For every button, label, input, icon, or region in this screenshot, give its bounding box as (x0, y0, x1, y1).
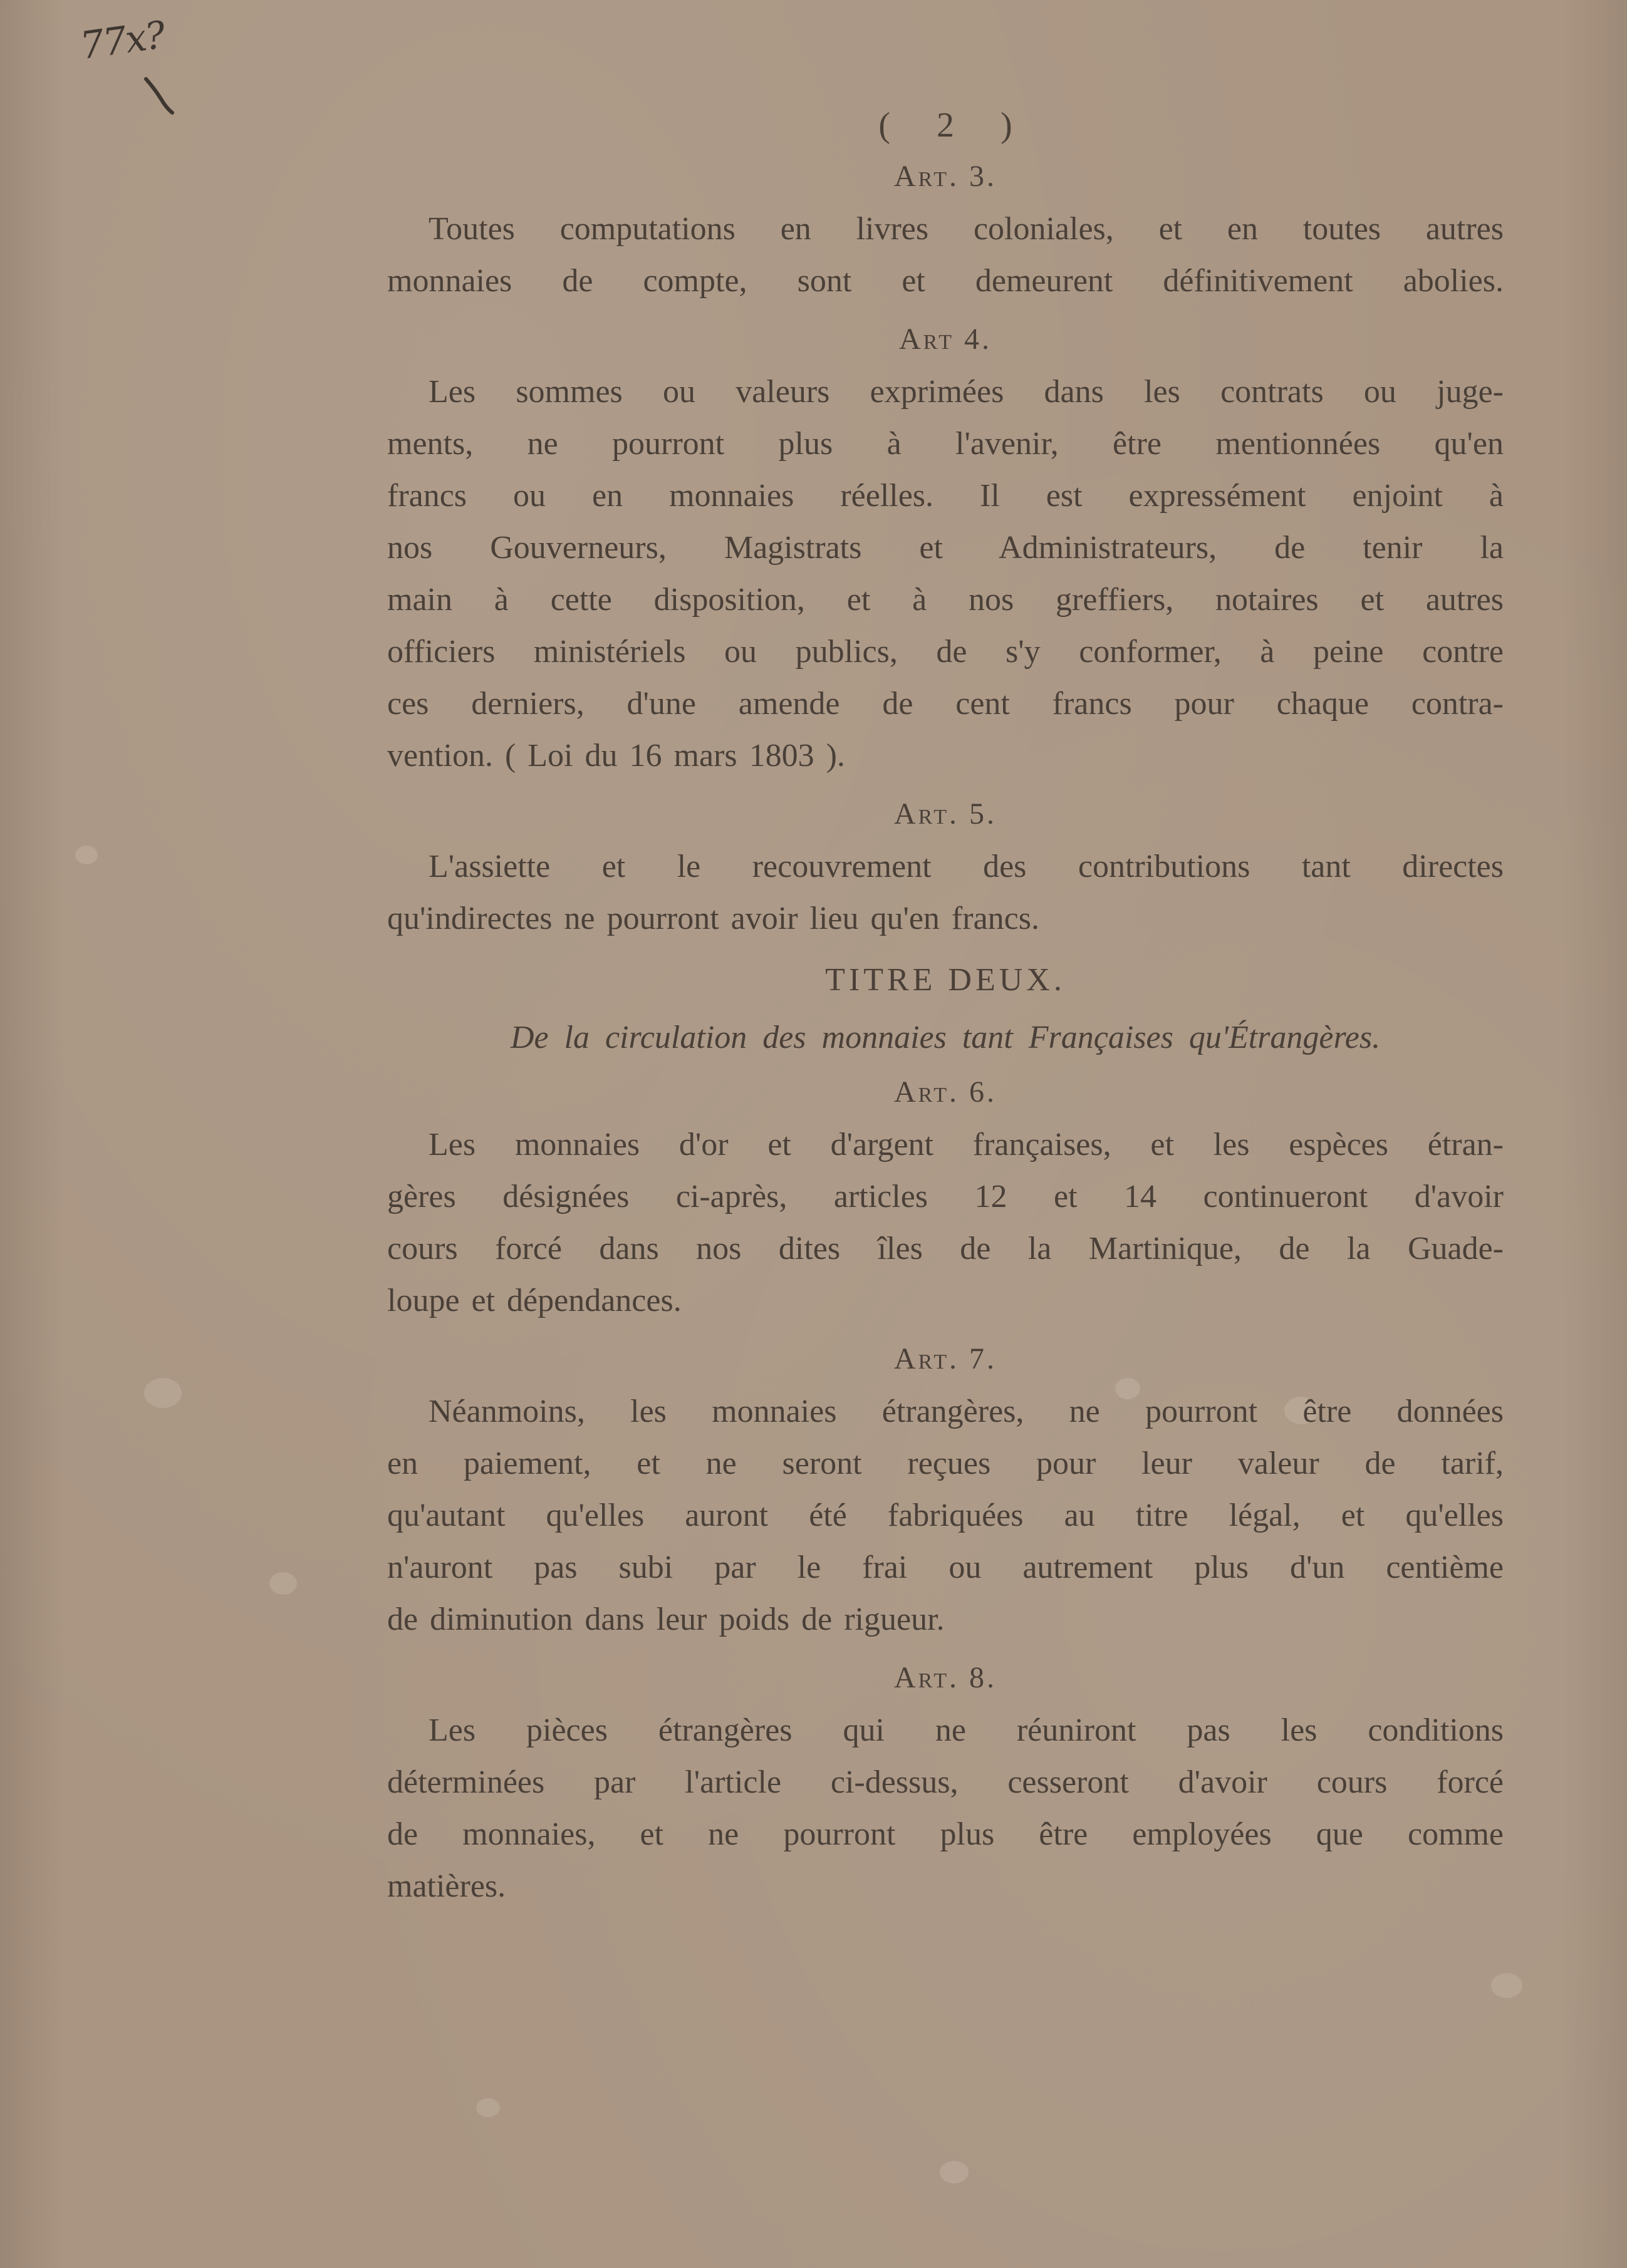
text-line: qu'indirectes ne pourront avoir lieu qu'en francs. (387, 901, 1039, 936)
text-line: de diminution dans leur poids de rigueur. (387, 1602, 945, 1637)
article-4-text (387, 366, 1504, 782)
text-line: qu'autant qu'elles auront été fabriquées au titre légal, et qu'elles (387, 1498, 1504, 1533)
text-line: nos Gouverneurs, Magistrats et Administrateurs, de tenir la (387, 530, 1504, 566)
text-line: Les pièces étrangères qui ne réuniront pas les conditions (429, 1712, 1504, 1748)
paper-spot (476, 2098, 500, 2117)
text-line: gères désignées ci-après, articles 12 et 14 continueront d'avoir (387, 1179, 1504, 1214)
paper-spot (75, 846, 98, 864)
article-5-text (387, 841, 1504, 945)
text-line: en paiement, et ne seront reçues pour leur valeur de tarif, (387, 1446, 1504, 1481)
handwritten-mark-icon (141, 75, 185, 119)
paper-spot (144, 1378, 182, 1408)
article-7-text (387, 1385, 1504, 1645)
text-line: francs ou en monnaies réelles. Il est expressément enjoint à (387, 478, 1504, 514)
text-block (387, 100, 1504, 1918)
article-5-heading: Art. 5. (893, 797, 997, 831)
article-3-heading: Art. 3. (893, 160, 997, 193)
article-7-heading: Art. 7. (893, 1342, 997, 1375)
text-line: matières. (387, 1868, 506, 1904)
text-line: loupe et dépendances. (387, 1283, 682, 1318)
text-line: Néanmoins, les monnaies étrangères, ne pourront être données (429, 1394, 1504, 1429)
text-line: vention. ( Loi du 16 mars 1803 ). (387, 738, 845, 774)
text-line: ments, ne pourront plus à l'avenir, être mentionnées qu'en (387, 426, 1504, 462)
article-6-heading: Art. 6. (893, 1075, 997, 1109)
text-line: officiers ministériels ou publics, de s'y conformer, à peine contre (387, 634, 1504, 670)
paper-spot (269, 1572, 297, 1595)
article-6-text (387, 1119, 1504, 1327)
text-line: déterminées par l'article ci-dessus, cesseront d'avoir cours forcé (387, 1764, 1504, 1800)
section-title: TITRE DEUX. (825, 962, 1066, 998)
text-line: cours forcé dans nos dites îles de la Martinique, de la Guade- (387, 1231, 1504, 1266)
article-3-text (387, 203, 1504, 307)
paper-spot (940, 2161, 969, 2183)
text-line: L'assiette et le recouvrement des contributions tant directes (429, 849, 1504, 884)
text-line: Toutes computations en livres coloniales, et en toutes autres (429, 211, 1504, 247)
text-line: Les monnaies d'or et d'argent françaises, et les espèces étran- (429, 1127, 1504, 1162)
article-8-heading: Art. 8. (893, 1661, 997, 1694)
text-line: Les sommes ou valeurs exprimées dans les contrats ou juge- (429, 374, 1504, 410)
text-line: ces derniers, d'une amende de cent francs pour chaque contra- (387, 686, 1504, 722)
handwritten-margin-note: 77x? (77, 13, 167, 69)
article-8-text (387, 1704, 1504, 1912)
article-4-heading: Art 4. (898, 323, 992, 356)
text-line: n'auront pas subi par le frai ou autrement plus d'un centième (387, 1550, 1504, 1585)
page-number: ( 2 ) (878, 106, 1031, 145)
text-line: de monnaies, et ne pourront plus être employées que comme (387, 1816, 1504, 1852)
text-line: main à cette disposition, et à nos greffiers, notaires et autres (387, 582, 1504, 618)
paper-spot (1491, 1973, 1522, 1998)
section-subtitle: De la circulation des monnaies tant Françaises qu'Étrangères. (510, 1020, 1381, 1055)
text-line: monnaies de compte, sont et demeurent définitivement abolies. (387, 263, 1504, 299)
